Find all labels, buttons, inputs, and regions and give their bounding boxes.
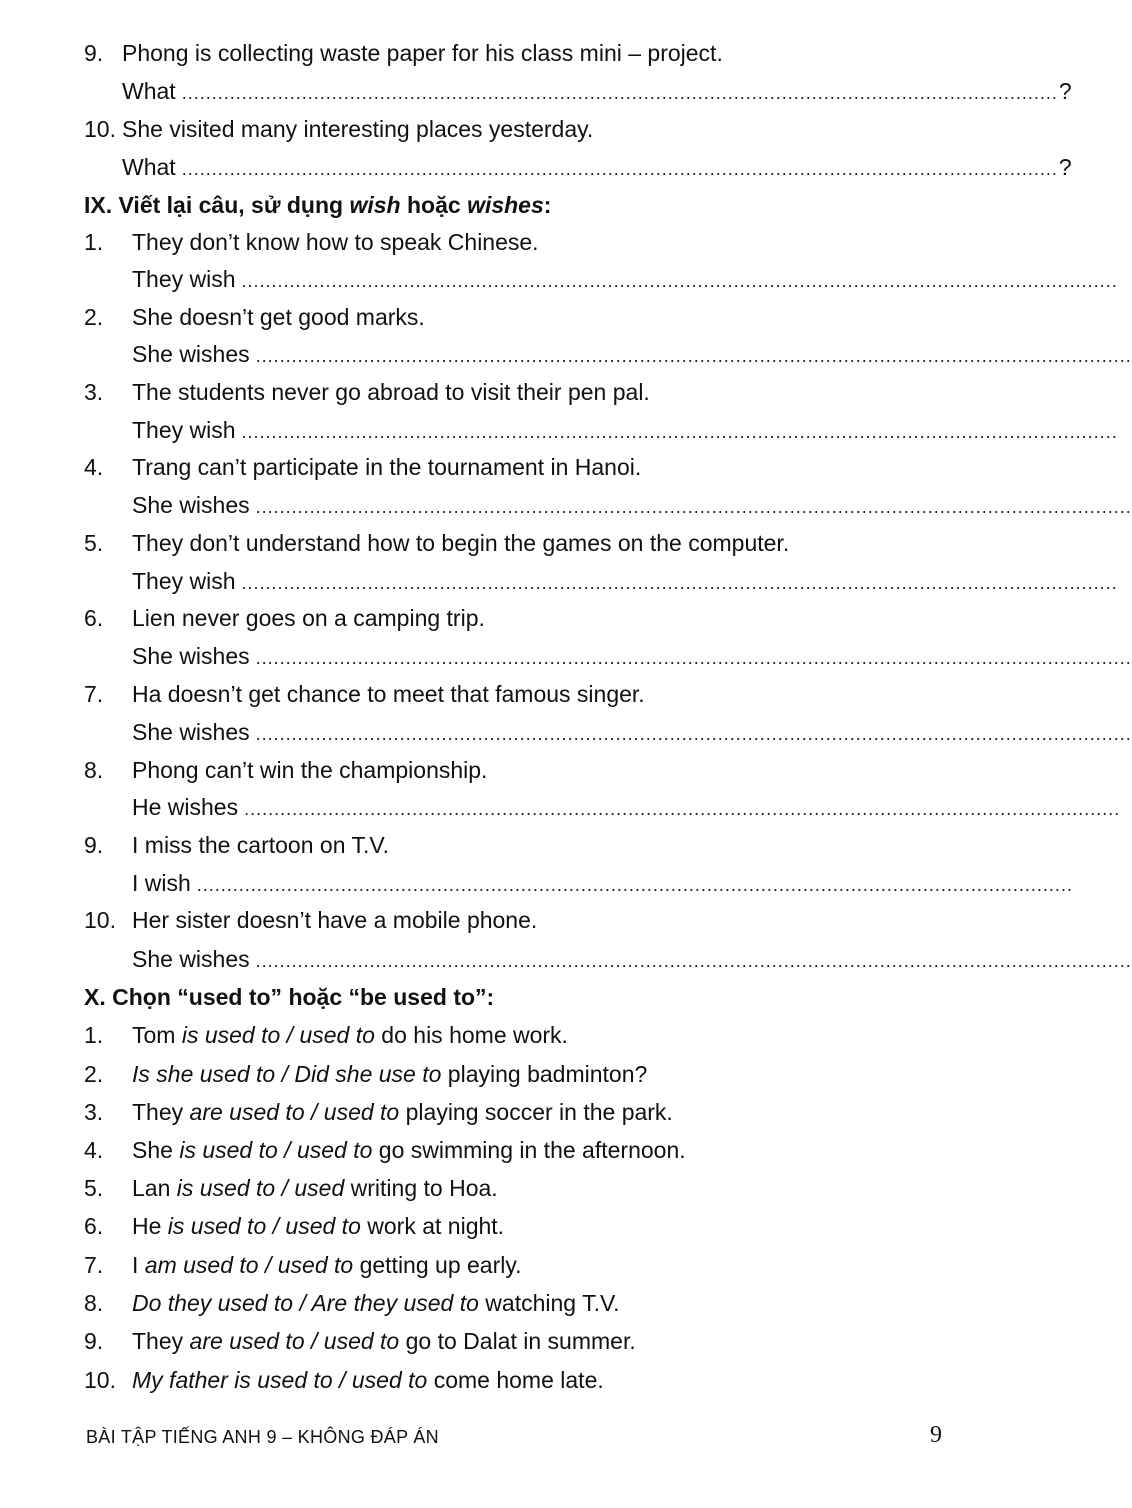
answer-prompt: She wishes [132,643,250,669]
answer-prompt: I wish [132,870,191,896]
answer-prompt: What [122,78,176,104]
item-number: 9. [84,40,104,66]
answer-blank[interactable]: .................................................................................................................................................. [255,497,1132,517]
answer-blank[interactable]: .................................................................................................................................................. [255,346,1132,366]
question-text: She is used to / used to go swimming in the afternoon. [132,1137,686,1163]
answer-prompt: She wishes [132,341,250,367]
answer-blank[interactable]: .................................................................................................................................................. [255,648,1132,668]
question-text: They don’t understand how to begin the games on the computer. [132,530,790,556]
question-text: Tom is used to / used to do his home work. [132,1022,568,1048]
item-number: 2. [84,304,104,330]
item-number: 6. [84,605,104,631]
item-number: 5. [84,530,104,556]
item-number: 8. [84,757,104,783]
question-text: Lan is used to / used writing to Hoa. [132,1175,498,1201]
question-text: Trang can’t participate in the tournament in Hanoi. [132,454,642,480]
item-number: 3. [84,379,104,405]
choice-options[interactable]: is used to / used to [181,1022,375,1048]
item-number: 7. [84,681,104,707]
question-text: She visited many interesting places yesterday. [122,116,594,142]
question-mark: ? [1058,78,1072,104]
item-number: 4. [84,454,104,480]
item-number: 10. [84,1367,116,1393]
section-10-heading: X. Chọn “used to” hoặc “be used to”: [84,984,495,1010]
page-number: 9 [930,1422,942,1448]
item-number: 9. [84,832,104,858]
answer-prompt: She wishes [132,719,250,745]
question-text: They don’t know how to speak Chinese. [132,229,539,255]
answer-blank[interactable]: .................................................................................................................................................. [255,951,1132,971]
answer-blank[interactable]: .................................................................................................................................................. [181,83,1058,103]
item-number: 10. [84,907,116,933]
question-text: Phong can’t win the championship. [132,757,488,783]
question-text: Lien never goes on a camping trip. [132,605,485,631]
question-text: Is she used to / Did she use to playing badminton? [132,1061,648,1087]
item-number: 3. [84,1099,104,1125]
choice-options[interactable]: am used to / used to [144,1252,354,1278]
question-text: The students never go abroad to visit their pen pal. [132,379,650,405]
item-number: 9. [84,1328,104,1354]
answer-blank[interactable]: .................................................................................................................................................. [196,875,1073,895]
answer-prompt: She wishes [132,492,250,518]
footer-book-title: BÀI TẬP TIẾNG ANH 9 – KHÔNG ĐÁP ÁN [86,1427,439,1447]
question-text: She doesn’t get good marks. [132,304,425,330]
section-9-heading: IX. Viết lại câu, sử dụng wish hoặc wishes: [84,192,552,218]
item-number: 10. [84,116,116,142]
question-text: I miss the cartoon on T.V. [132,832,389,858]
question-text: They are used to / used to go to Dalat in summer. [132,1328,636,1354]
choice-options[interactable]: is used to / used [176,1175,345,1201]
choice-options[interactable]: are used to / used to [189,1099,400,1125]
question-text: He is used to / used to work at night. [132,1213,505,1239]
choice-options[interactable]: My father is used to / used to [132,1367,428,1393]
answer-prompt: She wishes [132,946,250,972]
answer-prompt: They wish [132,568,236,594]
choice-options[interactable]: is used to / used to [179,1137,373,1163]
answer-blank[interactable]: .................................................................................................................................................. [241,271,1118,291]
answer-blank[interactable]: .................................................................................................................................................. [244,799,1121,819]
question-mark: ? [1058,154,1072,180]
item-number: 8. [84,1290,104,1316]
question-text: Ha doesn’t get chance to meet that famous singer. [132,681,645,707]
item-number: 1. [84,229,104,255]
question-text: Do they used to / Are they used to watching T.V. [132,1290,620,1316]
answer-prompt: What [122,154,176,180]
answer-prompt: He wishes [132,794,239,820]
answer-blank[interactable]: .................................................................................................................................................. [181,159,1058,179]
item-number: 1. [84,1022,104,1048]
answer-prompt: They wish [132,266,236,292]
choice-options[interactable]: Is she used to / Did she use to [132,1061,442,1087]
question-text: They are used to / used to playing soccer in the park. [132,1099,673,1125]
answer-blank[interactable]: .................................................................................................................................................. [241,573,1118,593]
question-text: My father is used to / used to come home late. [132,1367,604,1393]
answer-blank[interactable]: .................................................................................................................................................. [241,422,1118,442]
item-number: 2. [84,1061,104,1087]
item-number: 4. [84,1137,104,1163]
answer-prompt: They wish [132,417,236,443]
question-text: Her sister doesn’t have a mobile phone. [132,907,538,933]
choice-options[interactable]: are used to / used to [189,1328,400,1354]
choice-options[interactable]: Do they used to / Are they used to [132,1290,479,1316]
question-text: I am used to / used to getting up early. [132,1252,522,1278]
item-number: 7. [84,1252,104,1278]
item-number: 6. [84,1213,104,1239]
choice-options[interactable]: is used to / used to [167,1213,361,1239]
item-number: 5. [84,1175,104,1201]
answer-blank[interactable]: .................................................................................................................................................. [255,724,1132,744]
question-text: Phong is collecting waste paper for his class mini – project. [122,40,723,66]
